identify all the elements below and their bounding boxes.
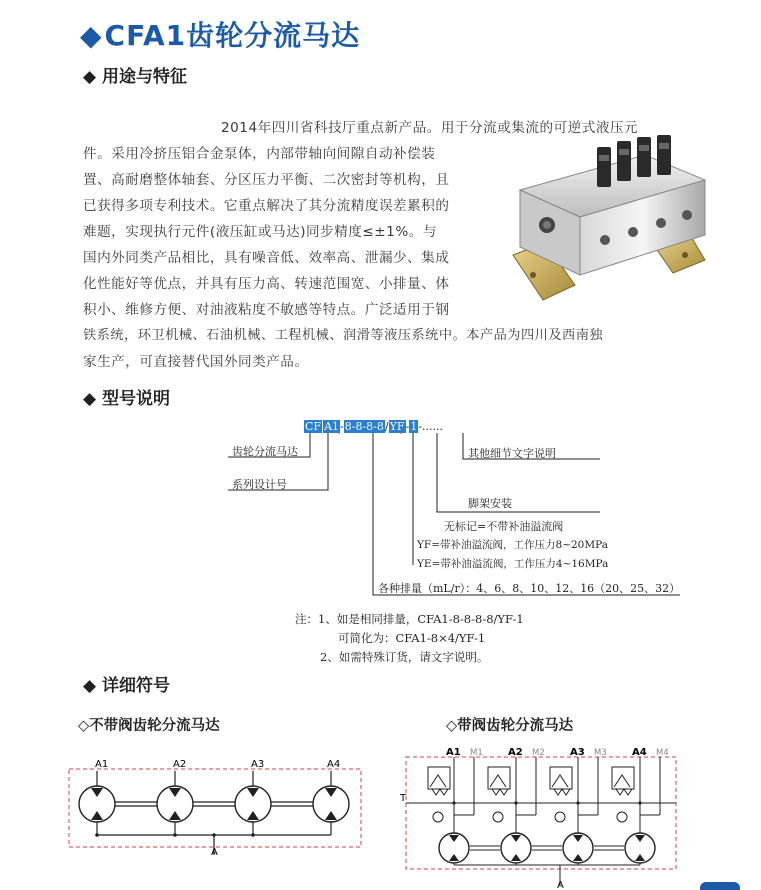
label-valve-yf: YF=带补油溢流阀，工作压力8~20MPa — [417, 539, 608, 551]
code-tail: -...... — [418, 420, 443, 433]
intro-line: 件。采用冷挤压铝合金泵体，内部带轴向间隙自动补偿装 — [83, 146, 436, 162]
port-label: A4 — [632, 747, 647, 758]
heading-with-valve: ◇带阀齿轮分流马达 — [446, 718, 574, 734]
intro-line: 积小、维修方便、对油液粘度不敏感等特点。广泛适用于钢 — [83, 302, 450, 318]
m-port-label: M2 — [532, 748, 545, 758]
port-label-common: A — [557, 880, 564, 890]
label-series: 系列设计号 — [232, 478, 287, 491]
note-1: 注：1、如是相同排量，CFA1-8-8-8-8/YF-1 — [295, 612, 524, 626]
port-label: A3 — [251, 759, 265, 770]
label-other: 其他细节文字说明 — [468, 447, 556, 460]
intro-line: 2014年四川省科技厅重点新产品。用于分流或集流的可逆式液压元 — [221, 120, 639, 136]
code-yf: YF — [389, 420, 405, 433]
label-displacement: 各种排量（mL/r）：4、6、8、10、12、16（20、25、32） — [378, 582, 681, 595]
port-label: A4 — [327, 759, 341, 770]
label-foot: 脚架安装 — [468, 497, 512, 510]
section-usage-label: 用途与特征 — [102, 67, 187, 87]
m-port-label: M1 — [470, 748, 483, 758]
symbol-with-valve — [400, 745, 690, 890]
label-motor: 齿轮分流马达 — [232, 445, 298, 458]
intro-line: 国内外同类产品相比，具有噪音低、效率高、泄漏少、集成 — [83, 250, 450, 266]
t-port-label: T — [400, 793, 407, 804]
code-1: 1 — [410, 420, 418, 433]
intro-line: 家生产，可直接替代国外同类产品。 — [83, 354, 309, 370]
intro-line: 铁系统，环卫机械、石油机械、工程机械、润滑等液压系统中。本产品为四川及西南独 — [83, 328, 604, 343]
heading-no-valve: ◇不带阀齿轮分流马达 — [78, 718, 220, 734]
section-symbol-label: 详细符号 — [102, 676, 170, 696]
port-label: A2 — [508, 747, 523, 758]
code-cf: CF — [305, 420, 322, 433]
note-1b: 可简化为：CFA1-8×4/YF-1 — [338, 631, 486, 645]
port-label: A1 — [446, 747, 461, 758]
section-usage: ◆ 用途与特征 — [83, 67, 187, 87]
port-label-common: A — [211, 847, 218, 858]
title-diamond: ◆ — [80, 19, 103, 52]
section-model: ◆ 型号说明 — [83, 389, 170, 409]
section-model-label: 型号说明 — [102, 389, 170, 409]
intro-line: 已获得多项专利技术。它重点解决了其分流精度误差累积的 — [83, 198, 450, 214]
port-label: A2 — [173, 759, 187, 770]
code-slash: / — [384, 420, 389, 433]
code-a1: A1 — [324, 420, 340, 433]
code-dash1: - — [340, 420, 344, 433]
port-label: A3 — [570, 747, 585, 758]
intro-line: 化性能好等优点，并具有压力高、转速范围宽、小排量、体 — [83, 276, 450, 292]
section-symbol: ◆ 详细符号 — [83, 676, 170, 696]
motor-circles — [79, 786, 349, 837]
title-text: CFA1齿轮分流马达 — [104, 19, 361, 52]
m-port-label: M4 — [656, 748, 669, 758]
code-dash2: - — [405, 420, 410, 433]
label-valve-none: 无标记=不带补油溢流阀 — [444, 520, 564, 533]
page-number-badge — [700, 882, 740, 890]
label-valve-ye: YE=带补油溢流阀，工作压力4~16MPa — [417, 558, 609, 570]
port-label: A1 — [95, 759, 109, 770]
intro-line: 置、高耐磨整体轴套、分区压力平衡、二次密封等机构，且 — [83, 172, 450, 188]
symbol-no-valve — [65, 755, 365, 860]
code-displacement: 8-8-8-8 — [344, 420, 384, 433]
m-port-label: M3 — [594, 748, 607, 758]
intro-line: 难题，实现执行元件(液压缸或马达)同步精度≤±1%。与 — [83, 224, 437, 240]
note-2: 2、如需特殊订货，请文字说明。 — [320, 650, 489, 664]
